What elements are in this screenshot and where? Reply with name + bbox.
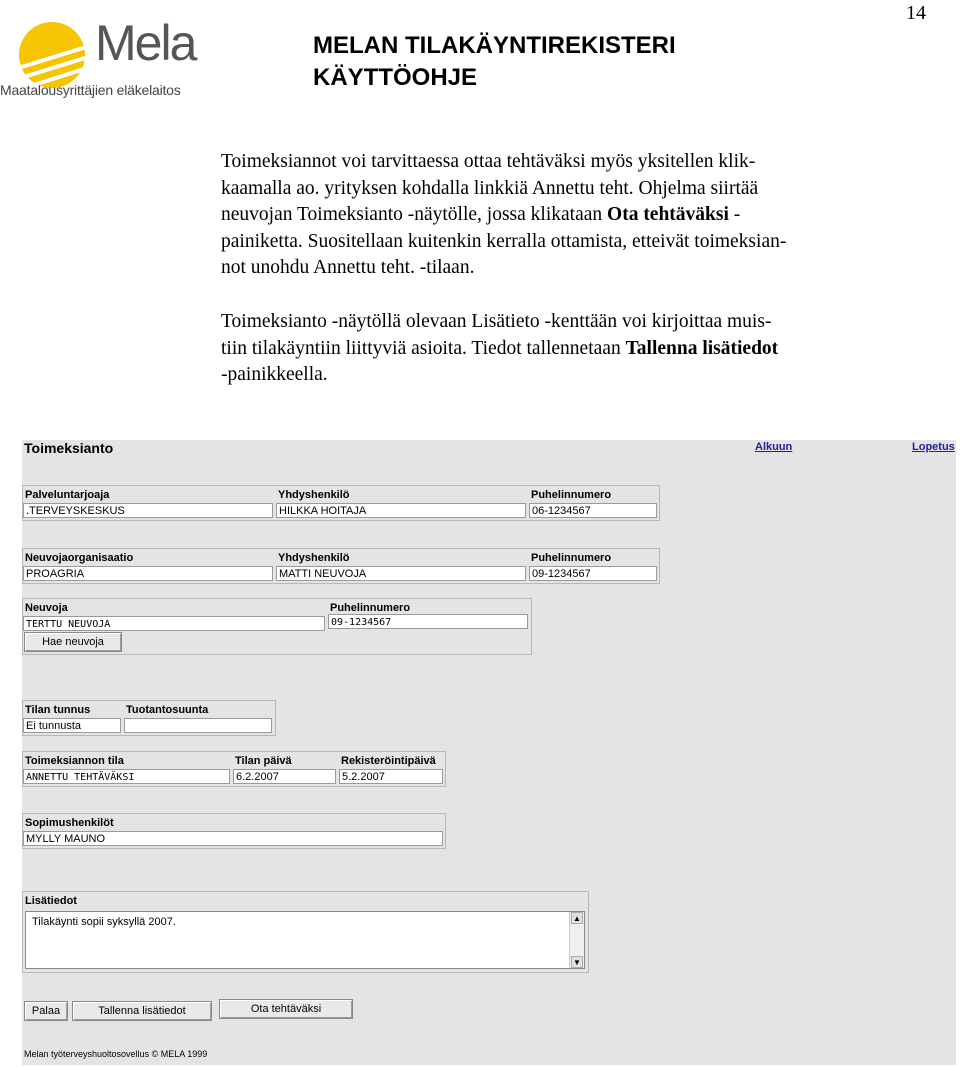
- para1-line1: Toimeksiannot voi tarvittaessa ottaa tehtäväksi myös yksitellen klik-: [221, 151, 756, 172]
- para2-bold: Tallenna lisätiedot: [625, 337, 779, 359]
- farm-group: [22, 700, 276, 736]
- para1-line5: not unohdu Annettu teht. -tilaan.: [221, 257, 475, 278]
- production-value: [124, 718, 272, 733]
- provider-group: [22, 485, 660, 521]
- page-number: 14: [906, 2, 926, 24]
- assignment-status-header: Toimeksiannon tila: [25, 755, 124, 767]
- advisor-group: [22, 598, 532, 655]
- para1-line3: [221, 202, 921, 229]
- notes-header: Lisätiedot: [25, 895, 77, 907]
- paragraph-1: [221, 149, 921, 282]
- assignment-group: [22, 751, 446, 787]
- advisor-phone-value: 09-1234567: [328, 614, 528, 629]
- registration-date-value: 5.2.2007: [339, 769, 443, 784]
- save-notes-button[interactable]: Tallenna lisätiedot: [72, 1001, 212, 1021]
- toimeksianto-screen: [22, 440, 956, 1065]
- provider-contact-header: Yhdyshenkilö: [278, 489, 350, 501]
- app-footer: Melan työterveyshuoltosovellus © MELA 1999: [24, 1049, 208, 1059]
- advisor-header: Neuvoja: [25, 602, 68, 614]
- advisor-org-contact-header: Yhdyshenkilö: [278, 552, 350, 564]
- contract-group: [22, 813, 446, 849]
- para2-line3: -painikkeella.: [221, 364, 328, 385]
- assignment-status-value: ANNETTU TEHTÄVÄKSI: [23, 769, 230, 784]
- scroll-up-icon[interactable]: ▲: [571, 912, 583, 924]
- para2-line2: [221, 336, 921, 363]
- para1-line2: kaamalla ao. yrityksen kohdalla linkkiä Annettu teht. Ohjelma siirtää: [221, 177, 759, 199]
- logo-tagline: Maatalousyrittäjien eläkelaitos: [0, 82, 181, 98]
- logo-wordmark: Mela: [95, 15, 196, 71]
- paragraph-2: [221, 309, 921, 389]
- take-assignment-button[interactable]: Ota tehtäväksi: [219, 999, 353, 1019]
- advisor-phone-header: Puhelinnumero: [330, 602, 411, 614]
- status-date-value: 6.2.2007: [233, 769, 336, 784]
- provider-phone-value: 06-1234567: [529, 503, 657, 518]
- notes-group: [22, 891, 589, 973]
- status-date-header: Tilan päivä: [235, 755, 292, 767]
- para1-text: neuvojan Toimeksianto -näytölle, jossa klikataan: [221, 204, 608, 225]
- para1-bold: Ota tehtäväksi: [607, 204, 729, 225]
- advisor-org-group: [22, 548, 660, 584]
- screen-title: Toimeksianto: [24, 440, 114, 456]
- document-title: [313, 30, 676, 94]
- advisor-org-header: Neuvojaorganisaatio: [25, 552, 134, 564]
- provider-phone-header: Puhelinnumero: [531, 489, 612, 501]
- provider-header: Palveluntarjoaja: [25, 489, 110, 501]
- para1-line4: painiketta. Suositellaan kuitenkin kerralla ottamista, etteivät toimeksian-: [221, 230, 787, 252]
- notes-text: Tilakäynti sopii syksyllä 2007.: [32, 916, 176, 928]
- title-line-2: KÄYTTÖOHJE: [313, 64, 478, 91]
- advisor-org-contact-value: MATTI NEUVOJA: [276, 566, 526, 581]
- advisor-org-phone-value: 09-1234567: [529, 566, 657, 581]
- farm-id-header: Tilan tunnus: [25, 704, 91, 716]
- registration-date-header: Rekisteröintipäivä: [341, 755, 436, 767]
- provider-contact-value: HILKKA HOITAJA: [276, 503, 526, 518]
- notes-textarea[interactable]: [25, 911, 585, 969]
- production-header: Tuotantosuunta: [126, 704, 209, 716]
- para2-text: tiin tilakäyntiin liittyviä asioita. Tiedot tallennetaan: [221, 337, 626, 359]
- advisor-org-value: PROAGRIA: [23, 566, 273, 581]
- advisor-select[interactable]: TERTTU NEUVOJA: [23, 616, 325, 631]
- para1-end: -: [728, 204, 741, 225]
- logout-link[interactable]: Lopetus: [912, 441, 955, 453]
- search-advisor-button[interactable]: Hae neuvoja: [24, 632, 122, 652]
- farm-id-value: Ei tunnusta: [23, 718, 121, 733]
- home-link[interactable]: Alkuun: [755, 441, 793, 453]
- back-button[interactable]: Palaa: [24, 1001, 68, 1021]
- contract-header: Sopimushenkilöt: [25, 817, 114, 829]
- scroll-down-icon[interactable]: ▼: [571, 956, 583, 968]
- notes-scrollbar[interactable]: [569, 912, 584, 968]
- title-line-1: MELAN TILAKÄYNTIREKISTERI: [313, 32, 676, 59]
- para2-line1: Toimeksianto -näytöllä olevaan Lisätieto -kenttään voi kirjoittaa muis-: [221, 311, 772, 332]
- contract-value: MYLLY MAUNO: [23, 831, 443, 846]
- provider-value: .TERVEYSKESKUS: [23, 503, 273, 518]
- advisor-org-phone-header: Puhelinnumero: [531, 552, 612, 564]
